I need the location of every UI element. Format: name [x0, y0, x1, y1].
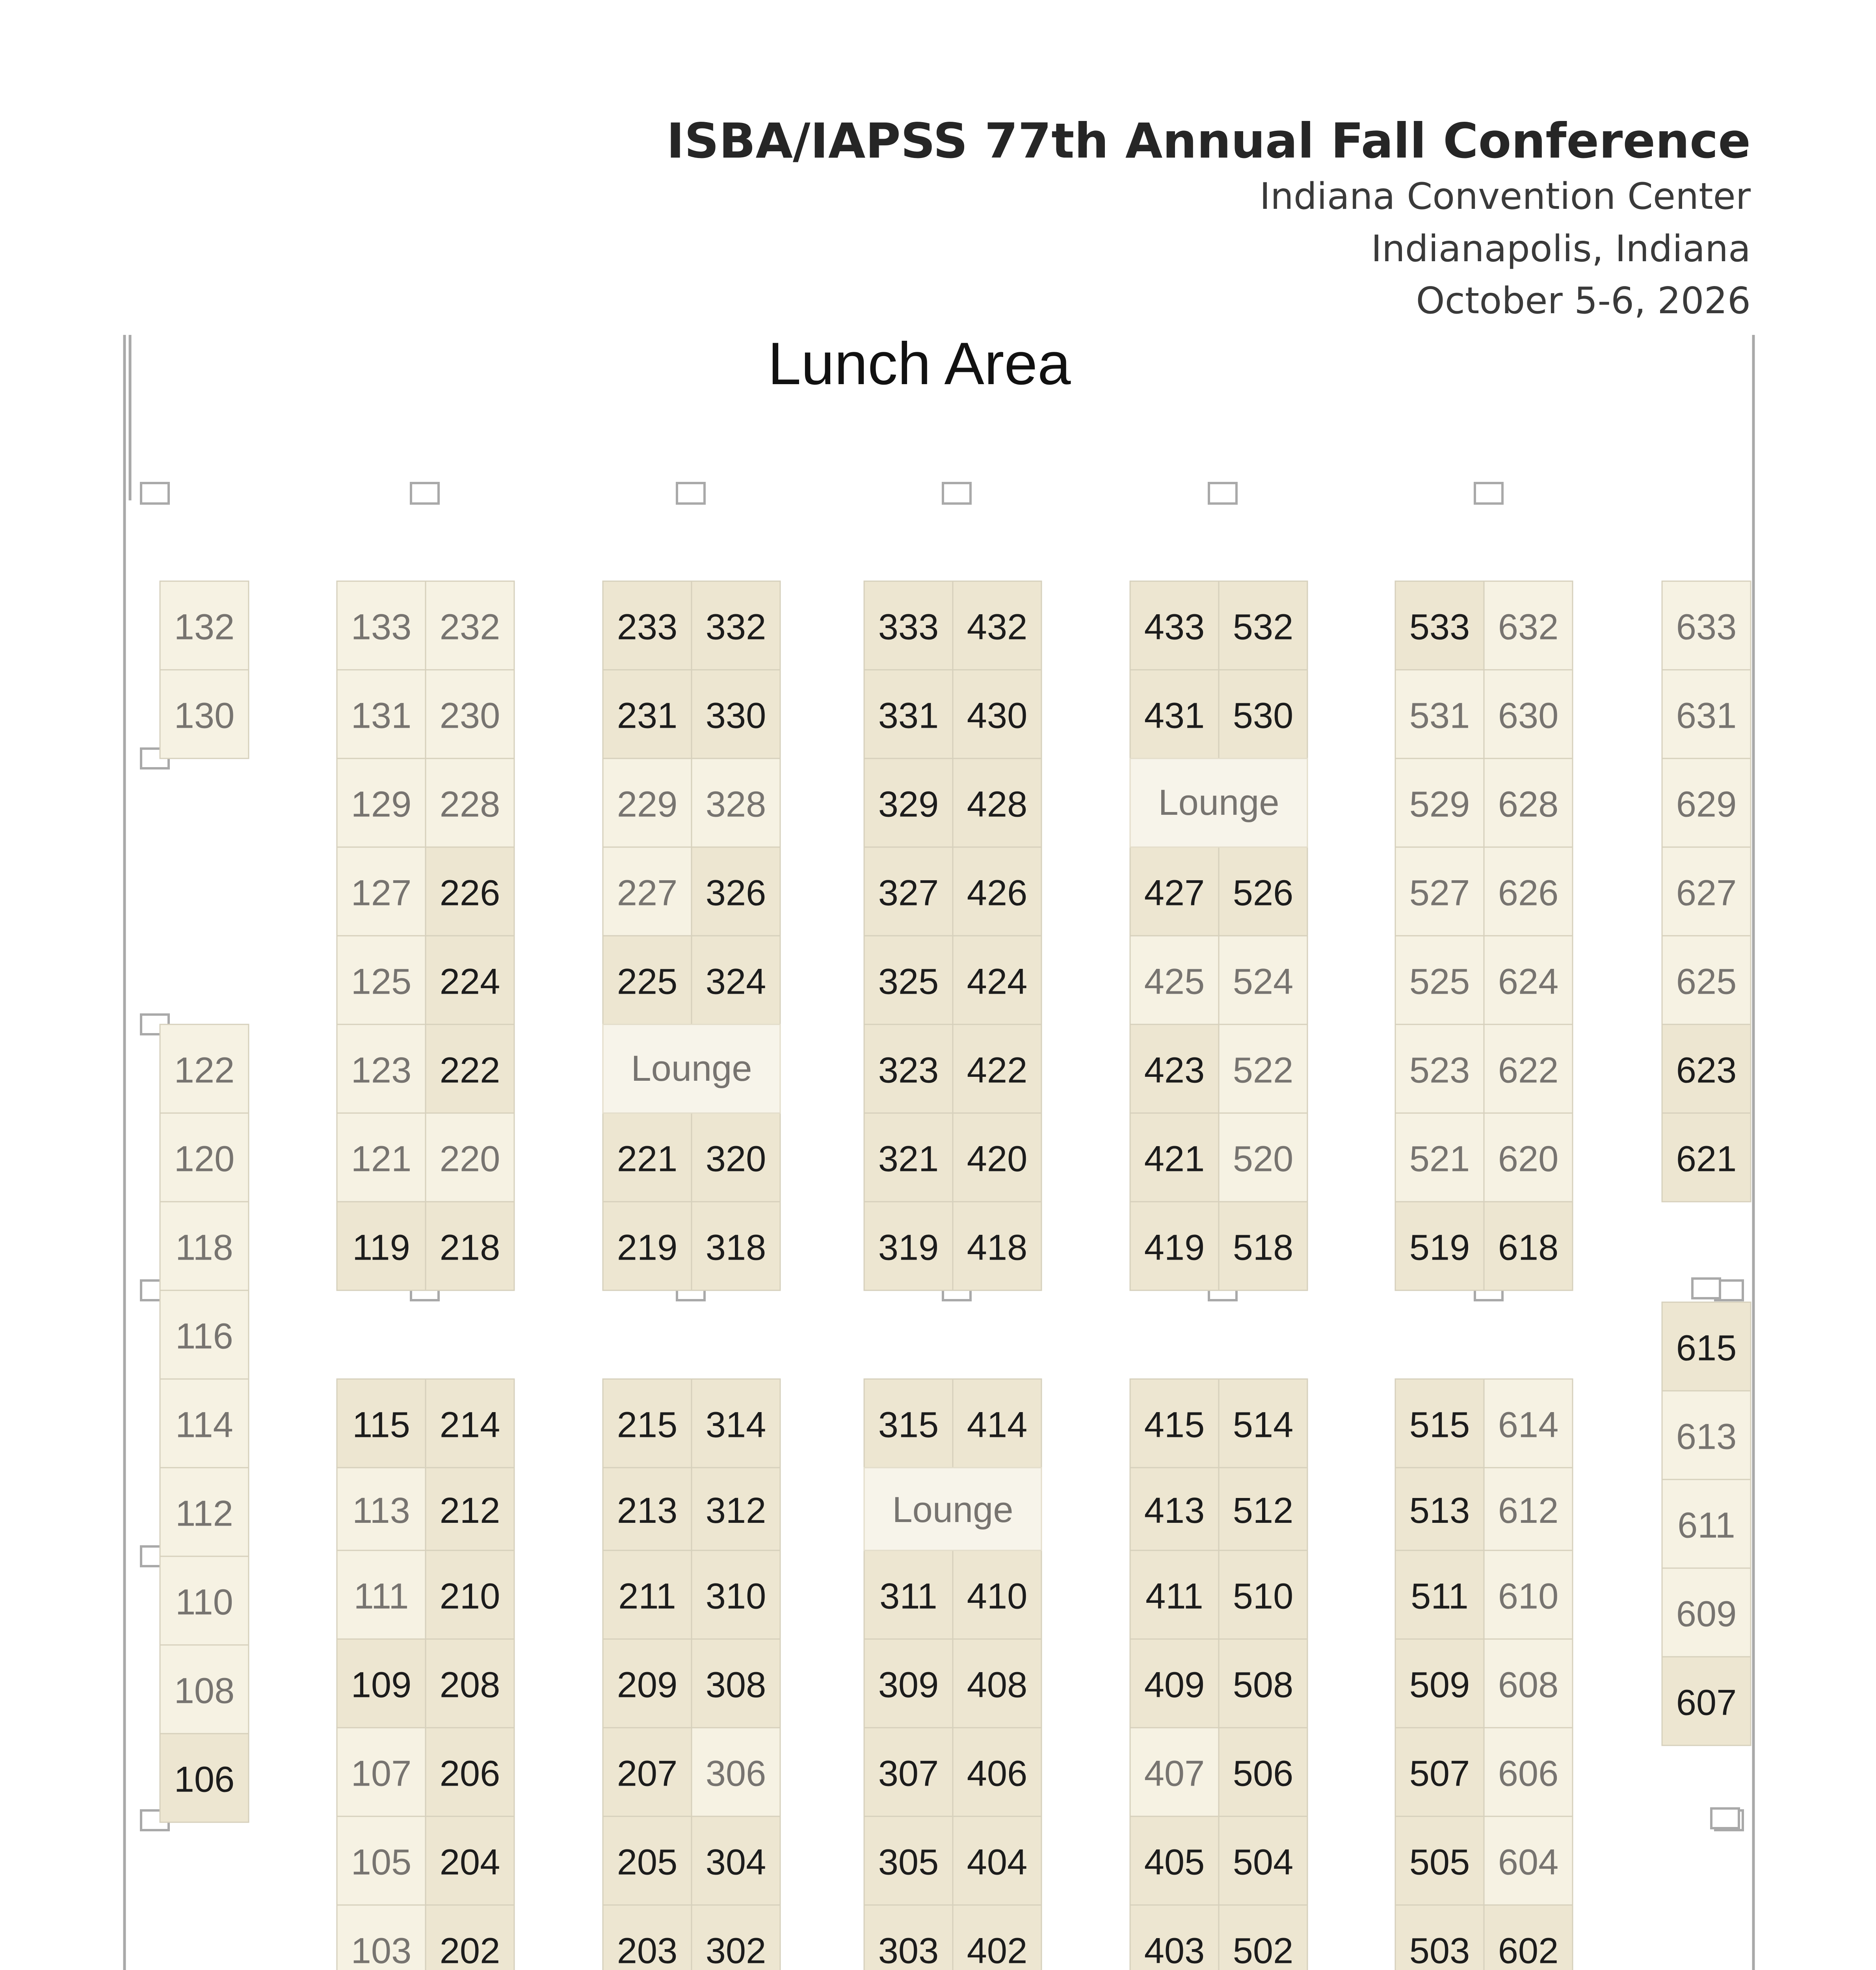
booth-213-label: 213	[617, 1491, 678, 1531]
booth-121-label: 121	[351, 1139, 412, 1179]
booth-507-label: 507	[1409, 1753, 1470, 1794]
booth-209-label: 209	[617, 1665, 678, 1705]
booth-303-label: 303	[878, 1931, 939, 1970]
booth-103-label: 103	[351, 1931, 412, 1970]
booth-422-label: 422	[967, 1050, 1028, 1091]
booth-311-label: 311	[879, 1576, 937, 1617]
booth-225-label: 225	[617, 961, 678, 1002]
booth-215-label: 215	[617, 1405, 678, 1445]
booth-106-label: 106	[174, 1759, 235, 1800]
booth-508-label: 508	[1233, 1665, 1294, 1705]
booth-309-label: 309	[878, 1665, 939, 1705]
booth-527-label: 527	[1409, 873, 1470, 913]
booth-409-label: 409	[1144, 1665, 1205, 1705]
booth-306-label: 306	[705, 1753, 766, 1794]
booth-612-label: 612	[1498, 1491, 1559, 1531]
booth-130-label: 130	[174, 695, 235, 736]
booth-424-label: 424	[967, 961, 1028, 1002]
booth-105-label: 105	[351, 1842, 412, 1883]
booth-111-label: 111	[353, 1576, 409, 1617]
booth-406-label: 406	[967, 1753, 1028, 1794]
booth-232-label: 232	[439, 607, 500, 647]
booth-329-label: 329	[878, 784, 939, 825]
booth-314-label: 314	[705, 1405, 766, 1445]
booth-332-label: 332	[705, 607, 766, 647]
booth-428-label: 428	[967, 784, 1028, 825]
building-column	[1209, 483, 1236, 504]
booth-419-label: 419	[1144, 1227, 1205, 1268]
booth-423-label: 423	[1144, 1050, 1205, 1091]
booth-529-label: 529	[1409, 784, 1470, 825]
booth-404-label: 404	[967, 1842, 1028, 1883]
booth-626-label: 626	[1498, 873, 1559, 913]
booth-115-label: 115	[352, 1405, 410, 1445]
booth-628-label: 628	[1498, 784, 1559, 825]
booth-204-label: 204	[439, 1842, 500, 1883]
booth-519-label: 519	[1409, 1227, 1470, 1268]
booth-611-label: 611	[1677, 1505, 1735, 1546]
booth-532-label: 532	[1233, 607, 1294, 647]
booth-114-label: 114	[175, 1405, 233, 1445]
booth-521-label: 521	[1409, 1139, 1470, 1179]
booth-523-label: 523	[1409, 1050, 1470, 1091]
conference-dates: October 5-6, 2026	[1416, 279, 1751, 322]
booth-grid	[160, 581, 1751, 1970]
booth-414-label: 414	[967, 1405, 1028, 1445]
booth-630-label: 630	[1498, 695, 1559, 736]
booth-230-label: 230	[439, 695, 500, 736]
booth-320-label: 320	[705, 1139, 766, 1179]
booth-307-label: 307	[878, 1753, 939, 1794]
booth-525-label: 525	[1409, 961, 1470, 1002]
booth-510-label: 510	[1233, 1576, 1294, 1617]
booth-506-label: 506	[1233, 1753, 1294, 1794]
booth-408-label: 408	[967, 1665, 1028, 1705]
booth-120-label: 120	[174, 1139, 235, 1179]
booth-531-label: 531	[1409, 695, 1470, 736]
booth-426-label: 426	[967, 873, 1028, 913]
building-column	[1711, 1808, 1739, 1828]
booth-504-label: 504	[1233, 1842, 1294, 1883]
lounge-1-label: Lounge	[631, 1048, 752, 1089]
booth-418-label: 418	[967, 1227, 1028, 1268]
booth-629-label: 629	[1676, 784, 1737, 825]
booth-402-label: 402	[967, 1931, 1028, 1970]
booth-207-label: 207	[617, 1753, 678, 1794]
booth-618-label: 618	[1498, 1227, 1559, 1268]
booth-125-label: 125	[351, 961, 412, 1002]
booth-129-label: 129	[351, 784, 412, 825]
booth-606-label: 606	[1498, 1753, 1559, 1794]
booth-118-label: 118	[175, 1227, 233, 1268]
booth-405-label: 405	[1144, 1842, 1205, 1883]
booth-413-label: 413	[1144, 1491, 1205, 1531]
booth-328-label: 328	[705, 784, 766, 825]
booth-221-label: 221	[617, 1139, 678, 1179]
booth-621-label: 621	[1676, 1139, 1737, 1179]
booth-410-label: 410	[967, 1576, 1028, 1617]
booth-312-label: 312	[705, 1491, 766, 1531]
booth-231-label: 231	[617, 695, 678, 736]
booth-622-label: 622	[1498, 1050, 1559, 1091]
booth-220-label: 220	[439, 1139, 500, 1179]
booth-515-label: 515	[1409, 1405, 1470, 1445]
conference-title: ISBA/IAPSS 77th Annual Fall Conference	[666, 113, 1751, 169]
booth-116-label: 116	[175, 1316, 233, 1357]
booth-228-label: 228	[439, 784, 500, 825]
booth-208-label: 208	[439, 1665, 500, 1705]
building-column	[141, 483, 169, 504]
booth-526-label: 526	[1233, 873, 1294, 913]
building-column	[1692, 1279, 1720, 1298]
booth-608-label: 608	[1498, 1665, 1559, 1705]
booth-218-label: 218	[439, 1227, 500, 1268]
booth-206-label: 206	[439, 1753, 500, 1794]
building-column	[411, 483, 439, 504]
booth-324-label: 324	[705, 961, 766, 1002]
booth-212-label: 212	[439, 1491, 500, 1531]
building-column	[1475, 483, 1502, 504]
booth-122-label: 122	[174, 1050, 235, 1091]
booth-319-label: 319	[878, 1227, 939, 1268]
booth-610-label: 610	[1498, 1576, 1559, 1617]
booth-511-label: 511	[1411, 1576, 1469, 1617]
booth-333-label: 333	[878, 607, 939, 647]
booth-425-label: 425	[1144, 961, 1205, 1002]
booth-407-label: 407	[1144, 1753, 1205, 1794]
booth-227-label: 227	[617, 873, 678, 913]
lunch-area-label: Lunch Area	[768, 330, 1071, 397]
booth-430-label: 430	[967, 695, 1028, 736]
booth-127-label: 127	[351, 873, 412, 913]
booth-530-label: 530	[1233, 695, 1294, 736]
booth-615-label: 615	[1676, 1328, 1737, 1368]
venue-city: Indianapolis, Indiana	[1371, 227, 1751, 270]
booth-627-label: 627	[1676, 873, 1737, 913]
booth-226-label: 226	[439, 873, 500, 913]
booth-431-label: 431	[1144, 695, 1205, 736]
building-column	[943, 483, 971, 504]
booth-602-label: 602	[1498, 1931, 1559, 1970]
booth-224-label: 224	[439, 961, 500, 1002]
booth-211-label: 211	[618, 1576, 676, 1617]
booth-318-label: 318	[705, 1227, 766, 1268]
booth-607-label: 607	[1676, 1682, 1737, 1723]
booth-503-label: 503	[1409, 1931, 1470, 1970]
booth-522-label: 522	[1233, 1050, 1294, 1091]
booth-110-label: 110	[175, 1582, 233, 1622]
booth-514-label: 514	[1233, 1405, 1294, 1445]
booth-509-label: 509	[1409, 1665, 1470, 1705]
booth-308-label: 308	[705, 1665, 766, 1705]
booth-604-label: 604	[1498, 1842, 1559, 1883]
booth-502-label: 502	[1233, 1931, 1294, 1970]
booth-302-label: 302	[705, 1931, 766, 1970]
booth-326-label: 326	[705, 873, 766, 913]
booth-310-label: 310	[705, 1576, 766, 1617]
booth-108-label: 108	[174, 1671, 235, 1711]
booth-214-label: 214	[439, 1405, 500, 1445]
booth-633-label: 633	[1676, 607, 1737, 647]
booth-631-label: 631	[1676, 695, 1737, 736]
booth-331-label: 331	[878, 695, 939, 736]
header	[666, 113, 1751, 322]
booth-219-label: 219	[617, 1227, 678, 1268]
booth-411-label: 411	[1145, 1576, 1203, 1617]
booth-210-label: 210	[439, 1576, 500, 1617]
booth-513-label: 513	[1409, 1491, 1470, 1531]
booth-420-label: 420	[967, 1139, 1028, 1179]
booth-632-label: 632	[1498, 607, 1559, 647]
booth-609-label: 609	[1676, 1594, 1737, 1634]
booth-325-label: 325	[878, 961, 939, 1002]
booth-222-label: 222	[439, 1050, 500, 1091]
booth-305-label: 305	[878, 1842, 939, 1883]
booth-403-label: 403	[1144, 1931, 1205, 1970]
booth-123-label: 123	[351, 1050, 412, 1091]
booth-512-label: 512	[1233, 1491, 1294, 1531]
booth-304-label: 304	[705, 1842, 766, 1883]
booth-119-label: 119	[352, 1227, 410, 1268]
booth-427-label: 427	[1144, 873, 1205, 913]
booth-107-label: 107	[351, 1753, 412, 1794]
lounge-2-label: Lounge	[1158, 782, 1279, 823]
booth-415-label: 415	[1144, 1405, 1205, 1445]
booth-330-label: 330	[705, 695, 766, 736]
booth-203-label: 203	[617, 1931, 678, 1970]
booth-533-label: 533	[1409, 607, 1470, 647]
booth-315-label: 315	[878, 1405, 939, 1445]
booth-624-label: 624	[1498, 961, 1559, 1002]
booth-433-label: 433	[1144, 607, 1205, 647]
venue-name: Indiana Convention Center	[1259, 175, 1751, 217]
booth-112-label: 112	[175, 1493, 233, 1534]
booth-432-label: 432	[967, 607, 1028, 647]
booth-520-label: 520	[1233, 1139, 1294, 1179]
booth-113-label: 113	[352, 1491, 410, 1531]
booth-620-label: 620	[1498, 1139, 1559, 1179]
booth-205-label: 205	[617, 1842, 678, 1883]
booth-421-label: 421	[1144, 1139, 1205, 1179]
booth-505-label: 505	[1409, 1842, 1470, 1883]
booth-131-label: 131	[351, 695, 412, 736]
booth-109-label: 109	[351, 1665, 412, 1705]
booth-524-label: 524	[1233, 961, 1294, 1002]
booth-625-label: 625	[1676, 961, 1737, 1002]
booth-132-label: 132	[174, 607, 235, 647]
booth-613-label: 613	[1676, 1416, 1737, 1457]
booth-623-label: 623	[1676, 1050, 1737, 1091]
booth-229-label: 229	[617, 784, 678, 825]
booth-518-label: 518	[1233, 1227, 1294, 1268]
booth-202-label: 202	[439, 1931, 500, 1970]
booth-323-label: 323	[878, 1050, 939, 1091]
booth-133-label: 133	[351, 607, 412, 647]
booth-233-label: 233	[617, 607, 678, 647]
booth-614-label: 614	[1498, 1405, 1559, 1445]
booth-321-label: 321	[878, 1139, 939, 1179]
booth-327-label: 327	[878, 873, 939, 913]
building-column	[677, 483, 705, 504]
lounge-3-label: Lounge	[892, 1490, 1013, 1530]
